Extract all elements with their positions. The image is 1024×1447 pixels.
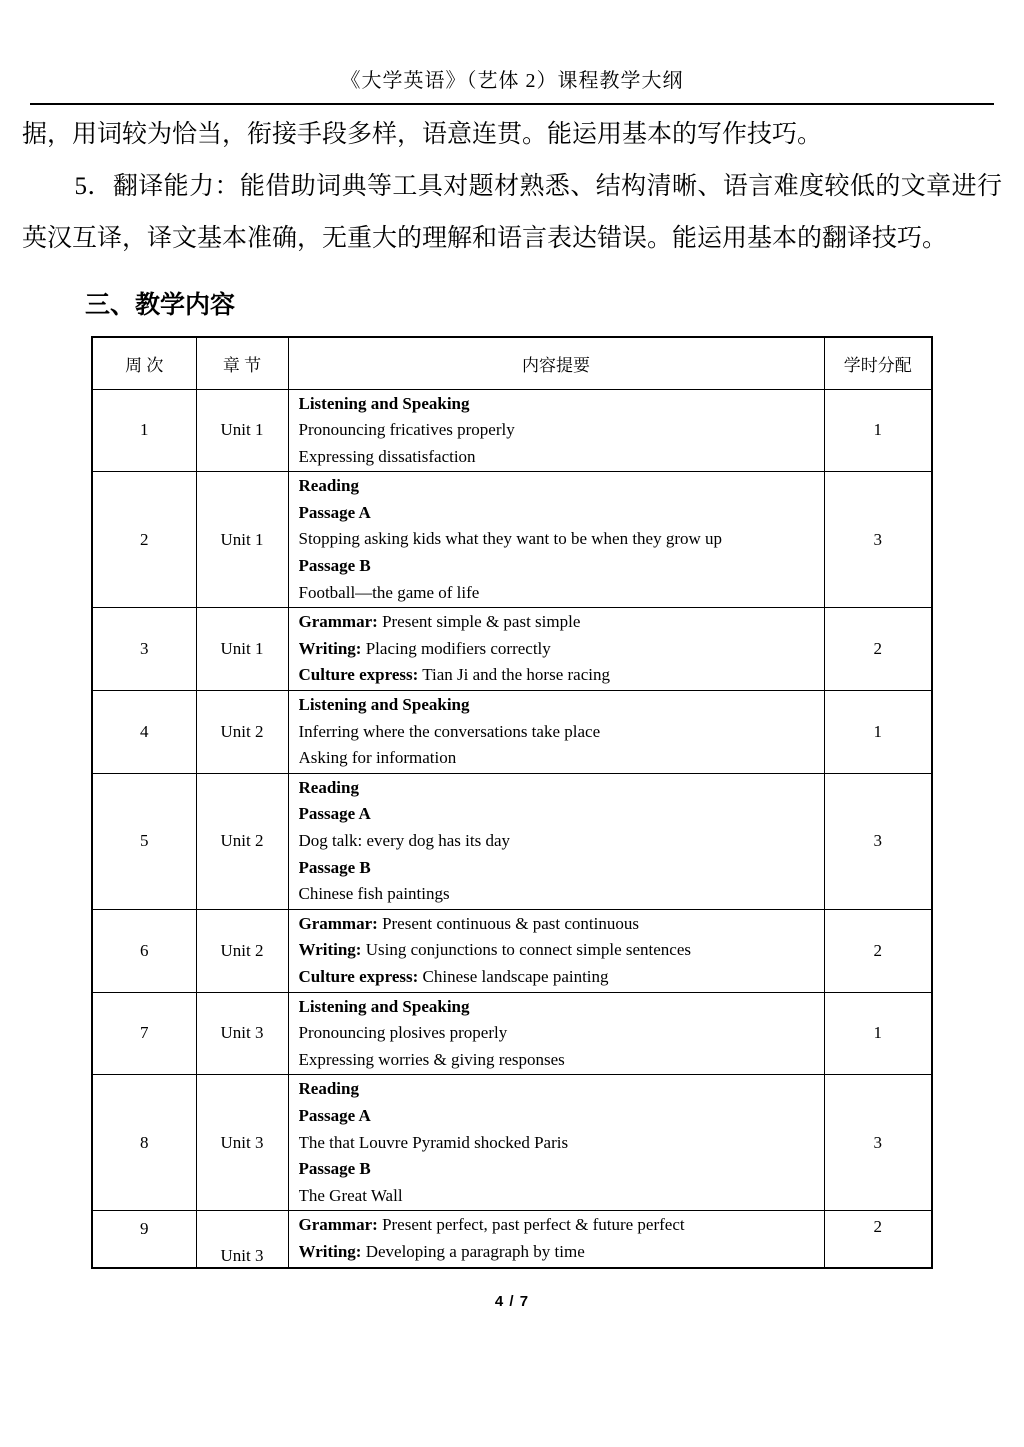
content-line: Expressing dissatisfaction xyxy=(298,446,476,466)
content-line: Passage A xyxy=(298,1105,371,1125)
content-line: Listening and Speaking xyxy=(298,695,470,715)
paragraph-translation-ability: 5．翻译能力：能借助词典等工具对题材熟悉、结构清晰、语言难度较低的文章进行英汉互译，译文基本准确，无重大的理解和语言表达错误。能运用基本的翻译技巧。 xyxy=(22,173,1002,252)
content-line: Passage A xyxy=(298,502,371,522)
content-line: Reading xyxy=(298,777,359,797)
document-title: 《大学英语》（艺体 2）课程教学大纲 xyxy=(340,70,684,92)
table-row xyxy=(92,472,932,608)
week-cell: 6 xyxy=(92,909,196,992)
content-line: Pronouncing fricatives properly xyxy=(298,420,515,440)
content-line: Asking for information xyxy=(298,748,457,768)
unit-cell: Unit 2 xyxy=(196,691,288,774)
table-row xyxy=(92,1075,932,1211)
week-cell: 5 xyxy=(92,773,196,909)
week-cell: 8 xyxy=(92,1075,196,1211)
hours-cell: 2 xyxy=(824,1211,932,1268)
content-line: Dog talk: every dog has its day xyxy=(298,831,511,850)
hours-cell: 3 xyxy=(824,773,932,909)
hours-cell: 3 xyxy=(824,1075,932,1211)
unit-cell: Unit 1 xyxy=(196,608,288,691)
unit-cell: Unit 3 xyxy=(196,1211,288,1268)
header-week: 周 次 xyxy=(92,337,196,389)
syllabus-table-body xyxy=(92,389,932,1268)
table-row xyxy=(92,992,932,1075)
content-cell xyxy=(288,691,824,774)
unit-cell: Unit 3 xyxy=(196,1075,288,1211)
week-cell: 7 xyxy=(92,992,196,1075)
unit-cell: Unit 1 xyxy=(196,389,288,472)
unit-cell: Unit 2 xyxy=(196,773,288,909)
table-header-row xyxy=(92,337,932,389)
content-line: Passage B xyxy=(298,556,371,576)
hours-cell: 1 xyxy=(824,992,932,1075)
table-row xyxy=(92,389,932,472)
content-line: Chinese fish paintings xyxy=(298,884,450,904)
header-content-summary: 内容提要 xyxy=(288,337,824,389)
unit-cell: Unit 3 xyxy=(196,992,288,1075)
table-row xyxy=(92,1211,932,1268)
header-divider xyxy=(30,103,994,105)
content-line: Passage B xyxy=(298,1159,371,1179)
week-cell: 1 xyxy=(92,389,196,472)
content-line: Writing: Placing modifiers correctly xyxy=(298,638,551,658)
content-line: Expressing worries & giving responses xyxy=(298,1049,565,1069)
week-cell: 4 xyxy=(92,691,196,774)
content-line: Reading xyxy=(298,1079,359,1099)
content-cell xyxy=(288,992,824,1075)
week-cell: 3 xyxy=(92,608,196,691)
hours-cell: 2 xyxy=(824,608,932,691)
content-line: Football—the game of life xyxy=(298,582,480,602)
unit-cell: Unit 1 xyxy=(196,472,288,608)
content-line: Writing: Developing a paragraph by time xyxy=(298,1241,585,1261)
table-row xyxy=(92,773,932,909)
content-line: Culture express: Tian Ji and the horse racing xyxy=(298,665,610,685)
table-row xyxy=(92,691,932,774)
content-line: Reading xyxy=(298,476,359,496)
content-cell xyxy=(288,773,824,909)
week-cell: 2 xyxy=(92,472,196,608)
content-line: Grammar: Present perfect, past perfect & future perfect xyxy=(298,1215,685,1235)
content-cell xyxy=(288,472,824,608)
content-line: Listening and Speaking xyxy=(298,393,470,413)
content-line: The that Louvre Pyramid shocked Paris xyxy=(298,1132,569,1152)
content-cell xyxy=(288,389,824,472)
content-line: Passage B xyxy=(298,857,371,877)
content-line: Stopping asking kids what they want to be when they grow up xyxy=(298,529,723,549)
content-line: Grammar: Present simple & past simple xyxy=(298,612,581,632)
content-cell xyxy=(288,1211,824,1268)
content-line: The Great Wall xyxy=(298,1185,403,1205)
content-cell xyxy=(288,608,824,691)
content-line: Passage A xyxy=(298,804,371,824)
header-unit: 章 节 xyxy=(196,337,288,389)
paragraph-writing-continuation: 据，用词较为恰当，衔接手段多样，语意连贯。能运用基本的写作技巧。 xyxy=(22,121,823,148)
table-row xyxy=(92,909,932,992)
header-hours: 学时分配 xyxy=(824,337,932,389)
content-line: Listening and Speaking xyxy=(298,996,470,1016)
hours-cell: 1 xyxy=(824,389,932,472)
content-line: Culture express: Chinese landscape painting xyxy=(298,966,609,986)
content-line: Inferring where the conversations take place xyxy=(298,721,601,741)
hours-cell: 1 xyxy=(824,691,932,774)
table-row xyxy=(92,608,932,691)
section-heading-teaching-content: 三、教学内容 xyxy=(85,291,236,319)
content-cell xyxy=(288,1075,824,1211)
hours-cell: 2 xyxy=(824,909,932,992)
week-cell: 9 xyxy=(92,1211,196,1268)
content-line: Grammar: Present continuous & past continuous xyxy=(298,913,639,933)
content-cell xyxy=(288,909,824,992)
teaching-content-table xyxy=(91,336,933,1269)
content-line: Pronouncing plosives properly xyxy=(298,1023,508,1043)
content-line: Writing: Using conjunctions to connect simple sentences xyxy=(298,940,692,960)
hours-cell: 3 xyxy=(824,472,932,608)
unit-cell: Unit 2 xyxy=(196,909,288,992)
page-number: 4 / 7 xyxy=(494,1292,530,1310)
